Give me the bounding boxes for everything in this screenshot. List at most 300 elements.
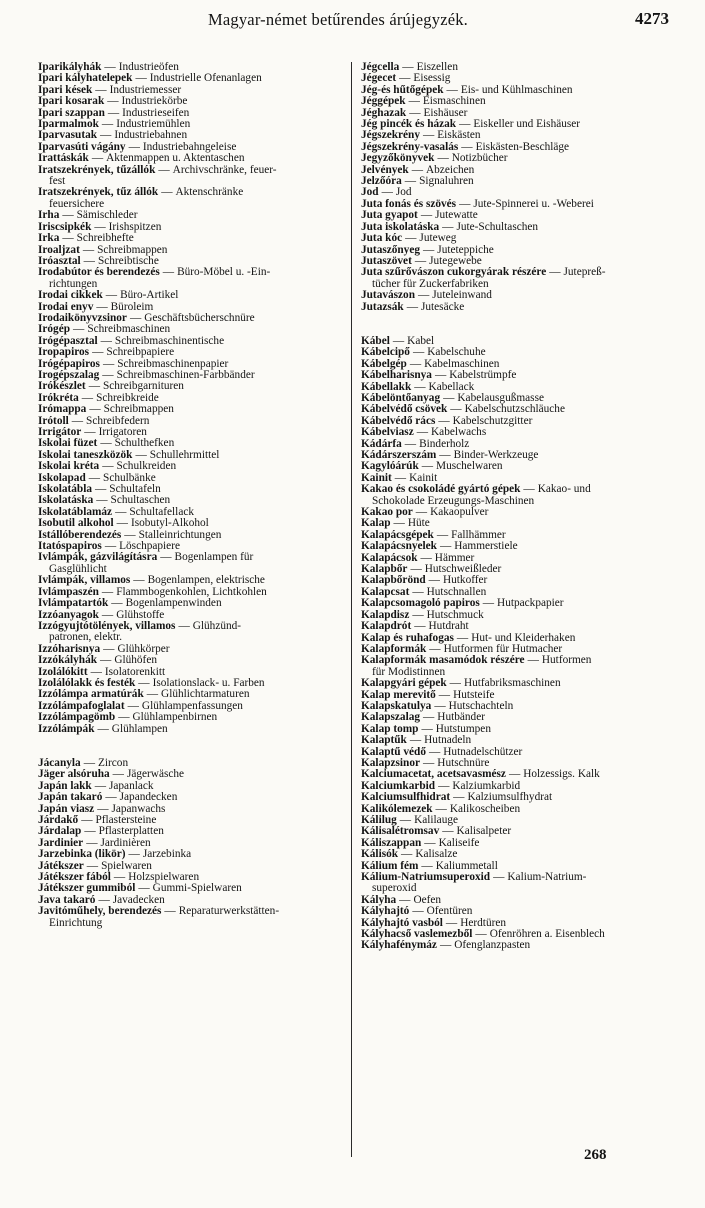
entry-dash: — (162, 266, 175, 279)
entry-dash: — (408, 95, 420, 108)
entry-translation: Abzeichen (426, 163, 475, 176)
entry-dash: — (405, 232, 417, 245)
entry-dash: — (127, 699, 139, 712)
entry-term: Kalapácsnyelek (361, 540, 437, 553)
entry-translation: Schreibpapiere (106, 346, 175, 359)
entry-dash: — (412, 905, 424, 918)
entry-term: Kalciumsulfhidrat (361, 791, 451, 804)
entry-dash: — (115, 505, 127, 518)
entry-term: Irókréta (38, 391, 79, 404)
entry-dash: — (449, 677, 461, 690)
entry-dash: — (135, 448, 147, 461)
entry-translation: Spielwaren (101, 859, 152, 872)
entry-term: Jéggépek (361, 95, 406, 108)
entry-translation: Kalikoscheiben (449, 802, 521, 815)
dictionary-entry (361, 484, 671, 507)
entry-translation: Kabelschutzschläuche (464, 403, 565, 416)
entry-dash: — (420, 551, 432, 564)
entry-term: Izzólámpa armatúrák (38, 688, 144, 701)
entry-translation: Kainit (409, 471, 438, 484)
entry-term: Ipari kosarak (38, 95, 105, 108)
entry-term: Kalciumacetat, acetsavasmész (361, 768, 506, 781)
entry-translation: Kakao- und (537, 483, 591, 496)
dictionary-entry (361, 96, 671, 107)
entry-dash: — (434, 369, 447, 382)
entry-dash: — (411, 163, 423, 176)
entry-translation: Binder-Werkzeuge (453, 449, 539, 461)
entry-term: Iriscsipkék (38, 220, 92, 233)
entry-dash: — (81, 391, 94, 404)
entry-translation: Isolationslack- u. Farben (152, 676, 265, 689)
entry-dash: — (112, 768, 124, 781)
entry-term: Kakao és csokoládé gyártó gépek (361, 483, 521, 496)
entry-term: Kainit (361, 471, 392, 484)
entry-dash: — (160, 551, 172, 564)
entry-term: Juta gyapot (361, 209, 418, 222)
entry-translation: Fallhämmer (451, 528, 506, 541)
entry-term: Kályhajtó (361, 905, 410, 918)
entry-term: Istállóberendezés (38, 528, 122, 541)
entry-term: Jégszekrény (361, 129, 420, 142)
entry-translation: Glühkörper (117, 642, 170, 655)
entry-translation: Kabelmaschinen (424, 357, 500, 370)
entry-dash: — (84, 426, 96, 438)
entry-translation: Büro-Artikel (120, 289, 179, 302)
entry-translation: Kalilauge (414, 814, 459, 826)
entry-dash: — (414, 620, 426, 633)
dictionary-entry (38, 849, 344, 860)
entry-term: Kályha (361, 893, 397, 906)
entry-translation: Kalziumsulfhydrat (467, 791, 553, 804)
entry-term: Irótoll (38, 414, 69, 427)
dictionary-entry (361, 655, 671, 678)
entry-dash: — (146, 688, 159, 701)
entry-translation: Glühöfen (114, 654, 157, 667)
entry-translation: Isobutyl-Alkohol (130, 517, 209, 530)
entry-translation: Isolatorenkitt (104, 665, 166, 678)
entry-term: Izzóanyagok (38, 608, 99, 621)
entry-dash: — (84, 825, 96, 838)
entry-term: Juta fonás és szövés (361, 197, 457, 210)
entry-translation: Muschelwaren (436, 460, 503, 473)
entry-translation: Juteleinwand (432, 289, 492, 302)
entry-translation: Hämmer (434, 551, 475, 564)
entry-translation: Bogenlampenwinden (125, 597, 222, 610)
entry-term: Kádárszerszám (361, 449, 437, 461)
entry-translation: Kalziumkarbid (452, 779, 521, 792)
entry-translation: Hutschachteln (448, 699, 514, 712)
entry-continuation: Schokolade Erzeugungs-Maschinen (372, 494, 535, 507)
entry-dash: — (88, 471, 101, 484)
entry-translation: Industriemesser (109, 83, 182, 96)
entry-translation: Schreibkreide (96, 391, 159, 404)
entry-term: Irha (38, 209, 60, 222)
entry-translation: Schreibmappen (103, 403, 174, 416)
left-column (38, 62, 344, 929)
entry-term: Járdalap (38, 825, 82, 838)
entry-term: Izolálókitt (38, 665, 88, 678)
entry-dash: — (128, 140, 140, 153)
entry-term: Kábelviasz (361, 426, 414, 439)
entry-translation: Juteteppiche (437, 243, 494, 256)
entry-term: Jég-és hűtőgépek (361, 83, 444, 96)
entry-term: Kalciumkarbid (361, 779, 436, 792)
entry-dash: — (438, 414, 450, 427)
entry-term: Iskolai taneszközök (38, 448, 133, 461)
entry-translation: Irrigatoren (98, 426, 147, 438)
entry-term: Ipari kések (38, 83, 93, 96)
entry-translation: Industrieöfen (118, 61, 179, 73)
entry-term: Kalapgyári gépek (361, 677, 447, 690)
entry-term: Kalikólemezek (361, 802, 433, 815)
entry-term: Kalapszalag (361, 711, 420, 724)
entry-dash: — (83, 254, 95, 267)
entry-dash: — (442, 220, 454, 233)
entry-translation: Kabellack (428, 380, 475, 393)
entry-translation: Bogenlampen, elektrische (147, 574, 265, 587)
entry-dash: — (161, 186, 173, 199)
entry-translation: Hutschnüre (437, 756, 490, 769)
entry-dash: — (102, 460, 114, 473)
entry-term: Játékszer (38, 859, 84, 872)
entry-dash: — (417, 289, 430, 302)
entry-term: Irattáskák (38, 152, 89, 165)
entry-translation: Schullehrmittel (149, 448, 220, 461)
entry-term: Jardinier (38, 836, 84, 849)
section-gap (38, 735, 344, 758)
footer-number: 268 (584, 1147, 607, 1163)
entry-translation: Kalisalpeter (456, 825, 512, 838)
right-column (361, 62, 671, 952)
entry-dash: — (113, 871, 126, 884)
entry-dash: — (438, 779, 450, 792)
entry-translation: Archivschränke, feuer- (172, 163, 277, 176)
entry-term: Japán viasz (38, 802, 95, 815)
entry-translation: Jutewatte (435, 209, 478, 222)
entry-translation: Japanwachs (111, 802, 166, 815)
entry-dash: — (442, 825, 454, 838)
entry-term: Kálium fém (361, 859, 419, 872)
entry-dash: — (456, 631, 469, 644)
entry-term: Iparvasúti vágány (38, 140, 126, 153)
entry-dash: — (404, 175, 417, 188)
entry-translation: Kabelschutzgitter (452, 414, 533, 427)
entry-term: Irógépasztal (38, 334, 98, 347)
entry-dash: — (409, 734, 422, 747)
entry-term: Izzólámpafoglalat (38, 699, 125, 712)
entry-dash: — (428, 745, 441, 758)
entry-dash: — (393, 517, 405, 530)
entry-term: Kálilug (361, 814, 397, 826)
entry-dash: — (92, 346, 104, 359)
entry-dash: — (95, 483, 107, 496)
entry-term: Izzóharisnya (38, 642, 101, 655)
entry-translation: Sämischleder (76, 209, 138, 222)
entry-translation: Eismaschinen (422, 95, 486, 108)
entry-term: Kalapbőrönd (361, 574, 426, 587)
entry-term: Kábelvédő rács (361, 414, 436, 427)
entry-dash: — (107, 95, 119, 108)
entry-translation: Schultafellack (129, 505, 194, 518)
entry-dash: — (429, 642, 441, 655)
entry-dash: — (133, 574, 145, 587)
entry-term: Kalapskatulya (361, 699, 432, 712)
entry-dash: — (423, 756, 435, 769)
entry-dash: — (412, 585, 424, 598)
entry-dash: — (401, 848, 413, 861)
entry-dash: — (381, 186, 393, 199)
entry-term: Kábellakk (361, 380, 412, 393)
entry-dash: — (103, 642, 115, 655)
entry-translation: Reparaturwerkstätten- (178, 905, 280, 918)
entry-dash: — (459, 118, 471, 131)
entry-translation: Eisessig (413, 72, 451, 85)
entry-term: Izolálólakk és festék (38, 676, 136, 689)
entry-translation: Industriemühlen (116, 118, 191, 131)
dictionary-entry (38, 906, 344, 929)
entry-term: Iratszekrények, tűzállók (38, 163, 156, 176)
entry-term: Irogépszalag (38, 368, 100, 381)
entry-term: Kálium-Natriumsuperoxid (361, 871, 491, 884)
entry-dash: — (100, 334, 112, 347)
entry-translation: Büroleim (110, 300, 154, 313)
entry-translation: Jägerwäsche (126, 768, 185, 781)
dictionary-entry (361, 872, 671, 895)
page-title: Magyar-német betűrendes árújegyzék. (208, 10, 469, 29)
entry-term: Iskolatábla (38, 483, 92, 496)
entry-term: Jutavászon (361, 289, 415, 302)
entry-translation: Glühlichtarmaturen (161, 688, 250, 701)
entry-term: Kalapácsok (361, 551, 418, 564)
entry-translation: Aktenschränke (175, 186, 244, 199)
entry-translation: Hutschmuck (426, 608, 484, 621)
entry-dash: — (95, 83, 107, 96)
entry-dash: — (421, 859, 433, 872)
entry-dash: — (422, 129, 435, 142)
entry-term: Iropapiros (38, 346, 90, 359)
entry-dash: — (406, 300, 418, 313)
page-number: 4273 (635, 9, 669, 28)
entry-translation: Stalleinrichtungen (138, 528, 222, 541)
entry-term: Iróasztal (38, 254, 81, 267)
entry-translation: Hut- und Kleiderhaken (471, 631, 576, 644)
entry-term: Ivlámpák, villamos (38, 574, 131, 587)
entry-term: Izzólámpák (38, 722, 95, 735)
entry-dash: — (107, 106, 120, 119)
entry-term: Kalapcsat (361, 585, 410, 598)
entry-dash: — (527, 654, 539, 667)
entry-term: Irógép (38, 323, 71, 336)
entry-term: Kalap (361, 517, 391, 530)
entry-term: Kalapcsomagoló papiros (361, 597, 480, 610)
entry-translation: Jute-Spinnerei u. -Weberei (473, 197, 594, 210)
entry-term: Izzókályhák (38, 654, 98, 667)
entry-dash: — (178, 619, 190, 632)
entry-dash: — (91, 152, 104, 165)
dictionary-entry (38, 621, 344, 644)
entry-term: Kábelvédő csövek (361, 403, 448, 416)
dictionary-entry (361, 940, 671, 951)
entry-term: Kábel (361, 334, 390, 347)
entry-continuation: patronen, elektr. (49, 631, 123, 644)
entry-dash: — (409, 106, 421, 119)
entry-translation: Irishspitzen (108, 220, 162, 233)
entry-dash: — (96, 300, 108, 313)
entry-translation: Eiszellen (416, 61, 458, 73)
entry-term: Iskolai füzet (38, 437, 98, 450)
entry-translation: Jod (395, 186, 412, 199)
entry-translation: Jutegewebe (429, 254, 482, 267)
entry-translation: Schultaschen (110, 494, 171, 507)
entry-dash: — (138, 882, 150, 895)
entry-continuation: Einrichtung (49, 916, 103, 929)
entry-translation: Industriebahngeleise (142, 140, 237, 153)
entry-dash: — (402, 61, 414, 73)
entry-term: Jutaszőnyeg (361, 243, 420, 256)
entry-term: Izzógyujtótölények, villamos (38, 619, 176, 632)
entry-dash: — (461, 140, 473, 153)
entry-dash: — (104, 540, 117, 553)
entry-translation: Hüte (407, 517, 430, 530)
entry-dash: — (475, 928, 487, 941)
section-gap (361, 313, 671, 336)
entry-dash: — (399, 72, 411, 85)
entry-translation: Hammerstiele (454, 540, 518, 553)
entry-term: Kalapformák (361, 642, 427, 655)
dictionary-entry (38, 187, 344, 210)
entry-translation: Japanlack (109, 779, 154, 792)
entry-term: Kagylóárúk (361, 460, 419, 473)
entry-translation: Schreibgarnituren (102, 380, 184, 393)
entry-translation: Eiskästen-Beschläge (475, 140, 570, 153)
entry-term: Jégszekrény-vasalás (361, 140, 459, 153)
entry-term: Irodai enyv (38, 300, 94, 313)
entry-term: Kalap merevitő (361, 688, 436, 701)
entry-term: Izzólámpagömb (38, 711, 116, 724)
entry-dash: — (98, 893, 110, 906)
entry-term: Iparikályhák (38, 61, 102, 73)
entry-term: Játékszer fából (38, 871, 111, 884)
entry-term: Jutazsák (361, 300, 404, 313)
entry-dash: — (164, 905, 176, 918)
entry-translation: Hutstumpen (435, 722, 491, 735)
entry-term: Kakao por (361, 506, 413, 519)
entry-dash: — (96, 494, 108, 507)
entry-term: Iskolatáblamáz (38, 505, 113, 518)
entry-dash: — (421, 722, 433, 735)
entry-dash: — (420, 209, 433, 222)
entry-dash: — (493, 871, 505, 884)
entry-translation: Kalium-Natrium- (507, 871, 587, 884)
entry-translation: Hutschnallen (426, 585, 487, 598)
dictionary-entry (361, 427, 671, 438)
entry-term: Juta kóc (361, 232, 403, 245)
entry-term: Isobutil alkohol (38, 517, 114, 530)
entry-translation: Ofentüren (426, 905, 473, 918)
entry-term: Kábelcipő (361, 346, 410, 359)
entry-translation: Holzessigs. Kalk (523, 768, 600, 781)
entry-dash: — (414, 254, 427, 267)
entry-translation: Hutnadelschützer (443, 745, 523, 758)
entry-term: Kalapbőr (361, 563, 408, 576)
entry-translation: Glühlampen (111, 722, 168, 735)
entry-dash: — (128, 848, 140, 861)
entry-dash: — (445, 916, 458, 929)
entry-translation: Flammbogenkohlen, Lichtkohlen (116, 585, 267, 598)
entry-dash: — (439, 939, 452, 952)
entry-translation: Jarzebinka (142, 848, 192, 861)
entry-continuation: fest (49, 175, 66, 188)
entry-term: Kálisók (361, 848, 399, 861)
entry-term: Irodai cikkek (38, 289, 103, 302)
entry-term: Jäger alsóruha (38, 768, 110, 781)
entry-dash: — (459, 197, 471, 210)
dictionary-entry (38, 165, 344, 188)
entry-term: Kábelöntőanyag (361, 391, 441, 404)
entry-term: Jéghazak (361, 106, 407, 119)
entry-translation: Eiskästen (437, 129, 481, 142)
entry-translation: Jutesäcke (420, 300, 465, 313)
entry-dash: — (450, 403, 462, 416)
entry-term: Juta szűrővászon cukorgyárak részére (361, 266, 547, 279)
entry-term: Kábelharisnya (361, 369, 432, 382)
entry-term: Ipari kályhatelepek (38, 72, 133, 85)
entry-dash: — (101, 118, 114, 131)
dictionary-entry (361, 267, 671, 290)
entry-dash: — (404, 437, 417, 450)
entry-dash: — (392, 334, 405, 347)
entry-continuation: für Modistinnen (372, 665, 446, 678)
entry-term: Járdakő (38, 814, 79, 826)
entry-translation: Glühstoffe (116, 608, 165, 621)
entry-translation: Glühlampenbirnen (132, 711, 218, 724)
entry-translation: Schreibmaschinen (87, 323, 171, 336)
entry-translation: Industrielle Ofenanlagen (149, 72, 262, 85)
entry-term: Kályhacső vaslemezből (361, 928, 473, 941)
page-header (0, 4, 705, 34)
entry-translation: Jutepreß- (563, 266, 606, 279)
entry-term: Irómappa (38, 403, 87, 416)
entry-term: Iparmalmok (38, 118, 99, 131)
entry-term: Kalap és ruhafogas (361, 631, 454, 644)
entry-dash: — (428, 574, 440, 587)
entry-translation: Kaliummetall (435, 859, 498, 872)
dictionary-entry (38, 404, 344, 415)
entry-translation: Holzspielwaren (128, 871, 200, 884)
entry-term: Ivlámpaszén (38, 585, 99, 598)
entry-dash: — (409, 357, 422, 370)
entry-dash: — (102, 368, 114, 381)
entry-translation: Signaluhren (419, 175, 474, 188)
entry-translation: Hutbänder (437, 711, 485, 724)
entry-dash: — (424, 836, 436, 849)
entry-translation: Kabel (407, 334, 435, 347)
entry-dash: — (439, 449, 451, 461)
column-divider (351, 62, 352, 1157)
entry-term: Jutaszövet (361, 254, 412, 267)
entry-dash: — (523, 483, 535, 496)
entry-translation: Kabelausgußmasse (457, 391, 544, 404)
entry-term: Kalapdisz (361, 608, 410, 621)
entry-term: Iskolatáska (38, 494, 94, 507)
dictionary-entry (38, 267, 344, 290)
entry-term: Iparvasutak (38, 129, 98, 142)
entry-translation: Ofenröhren a. Eisenblech (489, 928, 605, 941)
entry-dash: — (71, 414, 84, 427)
entry-translation: Schreibmappen (97, 243, 168, 256)
entry-term: Irodaikönyvzsinor (38, 311, 127, 324)
entry-term: Jegyzőkönyvek (361, 152, 435, 165)
